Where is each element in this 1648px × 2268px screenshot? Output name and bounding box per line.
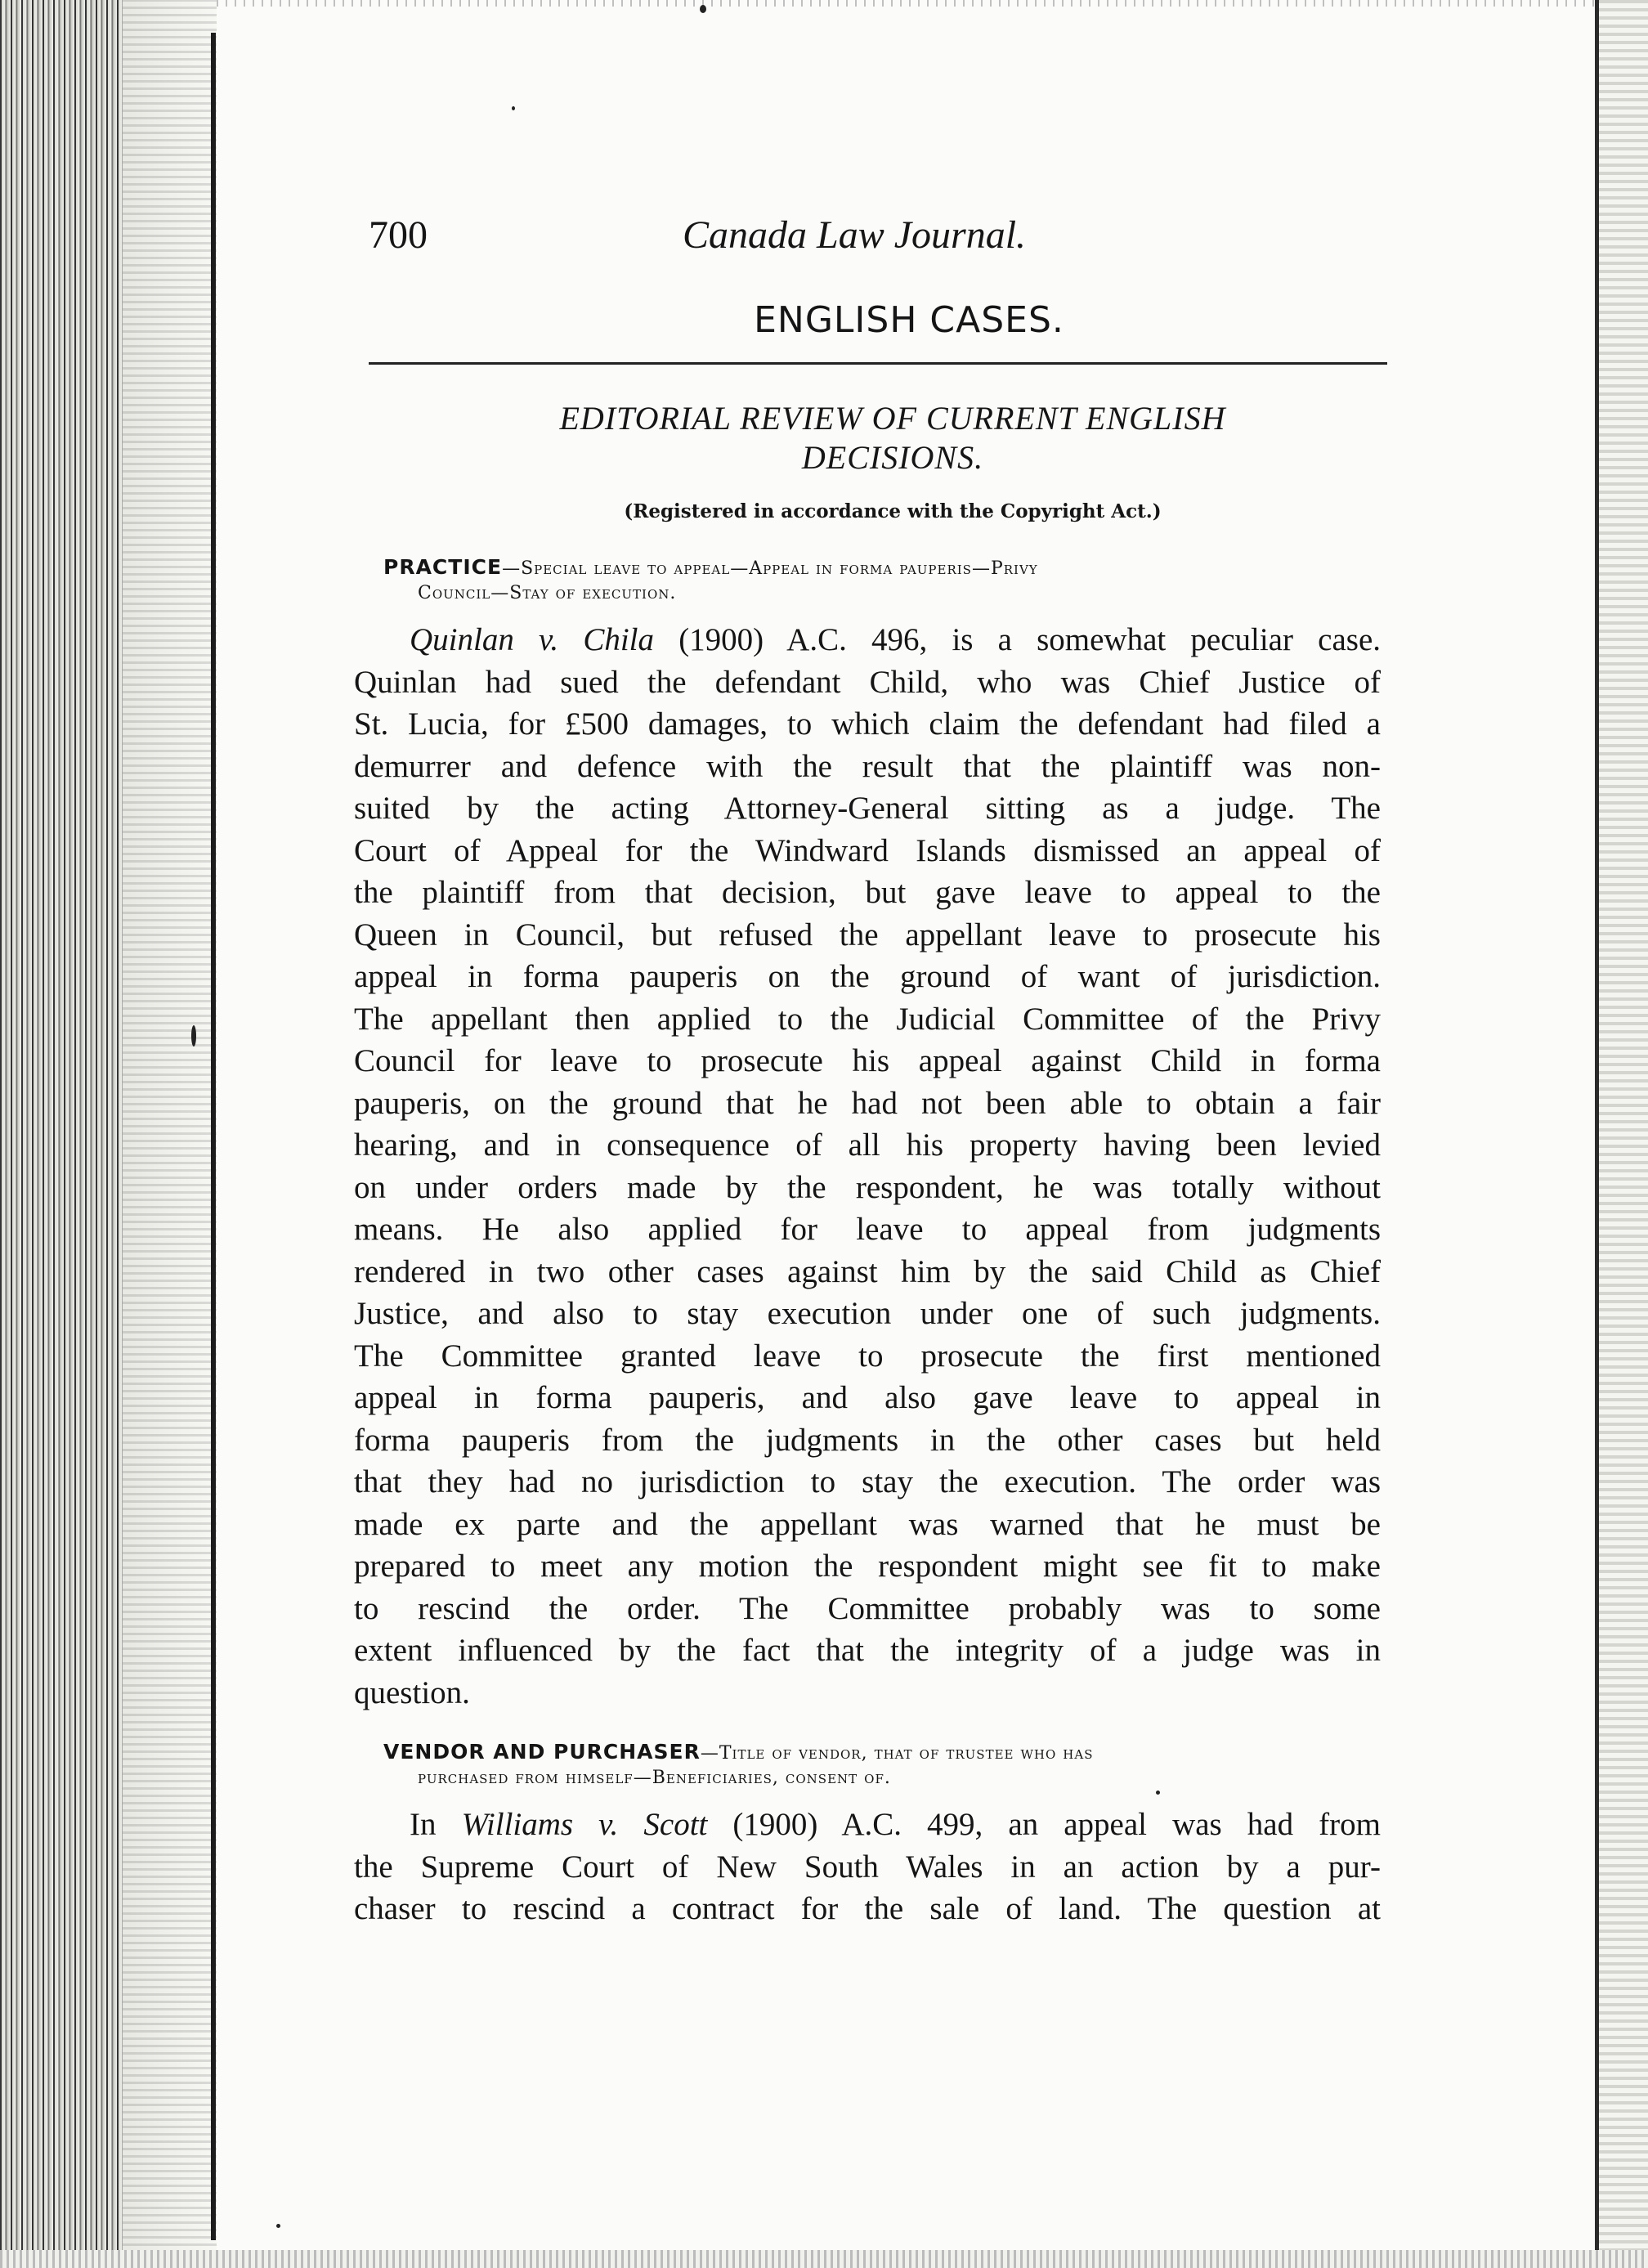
topic-description: purchased from himself—Beneficiaries, consent of. — [418, 1768, 891, 1788]
article-quinlan-v-child — [354, 619, 1381, 1714]
section-rule — [369, 362, 1387, 365]
page-number: 700 — [369, 213, 428, 257]
text-line: prepared to meet any motion the respondent might see fit to make — [354, 1549, 1381, 1584]
binding-shadow — [123, 0, 217, 2268]
scan-speck — [276, 2224, 280, 2228]
scan-speck — [700, 5, 706, 13]
text-line: Court of Appeal for the Windward Islands dismissed an appeal of — [354, 832, 1381, 868]
text-line: appeal in forma pauperis, and also gave leave to appeal in — [354, 1380, 1381, 1415]
topic-heading-vendor-purchaser — [369, 1740, 1387, 1791]
case-name: Williams v. Scott — [461, 1807, 708, 1842]
text-line: the Supreme Court of New South Wales in an action by a pur- — [354, 1849, 1381, 1885]
topic-key: PRACTICE — [383, 555, 503, 579]
binding-edge — [211, 33, 216, 2240]
text-line: Queen in Council, but refused the appellant leave to prosecute his — [354, 917, 1381, 952]
text-line: to rescind the order. The Committee probably was to some — [354, 1590, 1381, 1626]
text-line: Justice, and also to stay execution under one of such judgments. — [354, 1296, 1381, 1331]
topic-description: —Special leave to appeal—Appeal in forma pauperis—Privy — [502, 558, 1038, 579]
text-line: appeal in forma pauperis on the ground of want of jurisdiction. — [354, 959, 1381, 994]
bottom-page-edge — [0, 2250, 1648, 2268]
text-line: the plaintiff from that decision, but gave leave to appeal to the — [354, 875, 1381, 910]
text-line: The appellant then applied to the Judicial Committee of the Privy — [354, 1001, 1381, 1037]
topic-key: VENDOR AND PURCHASER — [383, 1740, 701, 1764]
text-line: chaser to rescind a contract for the sale of land. The question at — [354, 1891, 1381, 1926]
page-content — [349, 213, 1387, 1930]
right-edge-line — [1595, 0, 1599, 2268]
article-williams-v-scott — [354, 1804, 1381, 1930]
text-line: In Williams v. Scott (1900) A.C. 499, an appeal was had from — [410, 1807, 1381, 1842]
text-line: forma pauperis from the judgments in the other cases but held — [354, 1422, 1381, 1458]
topic-heading-practice — [369, 555, 1387, 606]
text-line: Quinlan had sued the defendant Child, who was Chief Justice of — [354, 664, 1381, 700]
case-name: Quinlan v. Chila — [410, 622, 655, 657]
topic-description: —Title of vendor, that of trustee who has — [700, 1743, 1094, 1764]
scan-speck — [191, 1025, 196, 1047]
scan-speck — [512, 106, 515, 110]
text-line: extent influenced by the fact that the integrity of a judge was in — [354, 1633, 1381, 1668]
text-line: on under orders made by the respondent, he was totally without — [354, 1169, 1381, 1205]
text-line: means. He also applied for leave to appeal from judgments — [354, 1212, 1381, 1247]
text-line: demurrer and defence with the result that the plaintiff was non- — [354, 748, 1381, 784]
text-line: hearing, and in consequence of all his property having been levied — [354, 1127, 1381, 1163]
text-line: Quinlan v. Chila (1900) A.C. 496, is a somewhat peculiar case. — [410, 622, 1381, 657]
text-line: pauperis, on the ground that he had not been able to obtain a fair — [354, 1085, 1381, 1121]
text-line: question. — [354, 1674, 470, 1710]
review-title — [349, 399, 1387, 477]
review-title-line: DECISIONS. — [801, 439, 984, 476]
review-title-line: EDITORIAL REVIEW OF CURRENT ENGLISH — [559, 400, 1226, 437]
text-line: St. Lucia, for £500 damages, to which claim the defendant had filed a — [354, 706, 1381, 742]
text-line: made ex parte and the appellant was warned that he must be — [354, 1506, 1381, 1542]
text-line: suited by the acting Attorney-General sitting as a judge. The — [354, 791, 1381, 826]
text-line: The Committee granted leave to prosecute the first mentioned — [354, 1338, 1381, 1374]
topic-description: Council—Stay of execution. — [418, 583, 677, 603]
text-line: rendered in two other cases against him by the said Child as Chief — [354, 1253, 1381, 1289]
right-page-edge — [1597, 0, 1648, 2268]
top-page-edge — [217, 0, 1598, 7]
section-title: ENGLISH CASES. — [754, 299, 1064, 341]
journal-title: Canada Law Journal. — [683, 213, 1027, 257]
text-line: that they had no jurisdiction to stay the execution. The order was — [354, 1464, 1381, 1499]
text-line: Council for leave to prosecute his appeal against Child in forma — [354, 1043, 1381, 1078]
copyright-notice: (Registered in accordance with the Copyright Act.) — [624, 500, 1162, 522]
running-head — [349, 213, 1387, 270]
